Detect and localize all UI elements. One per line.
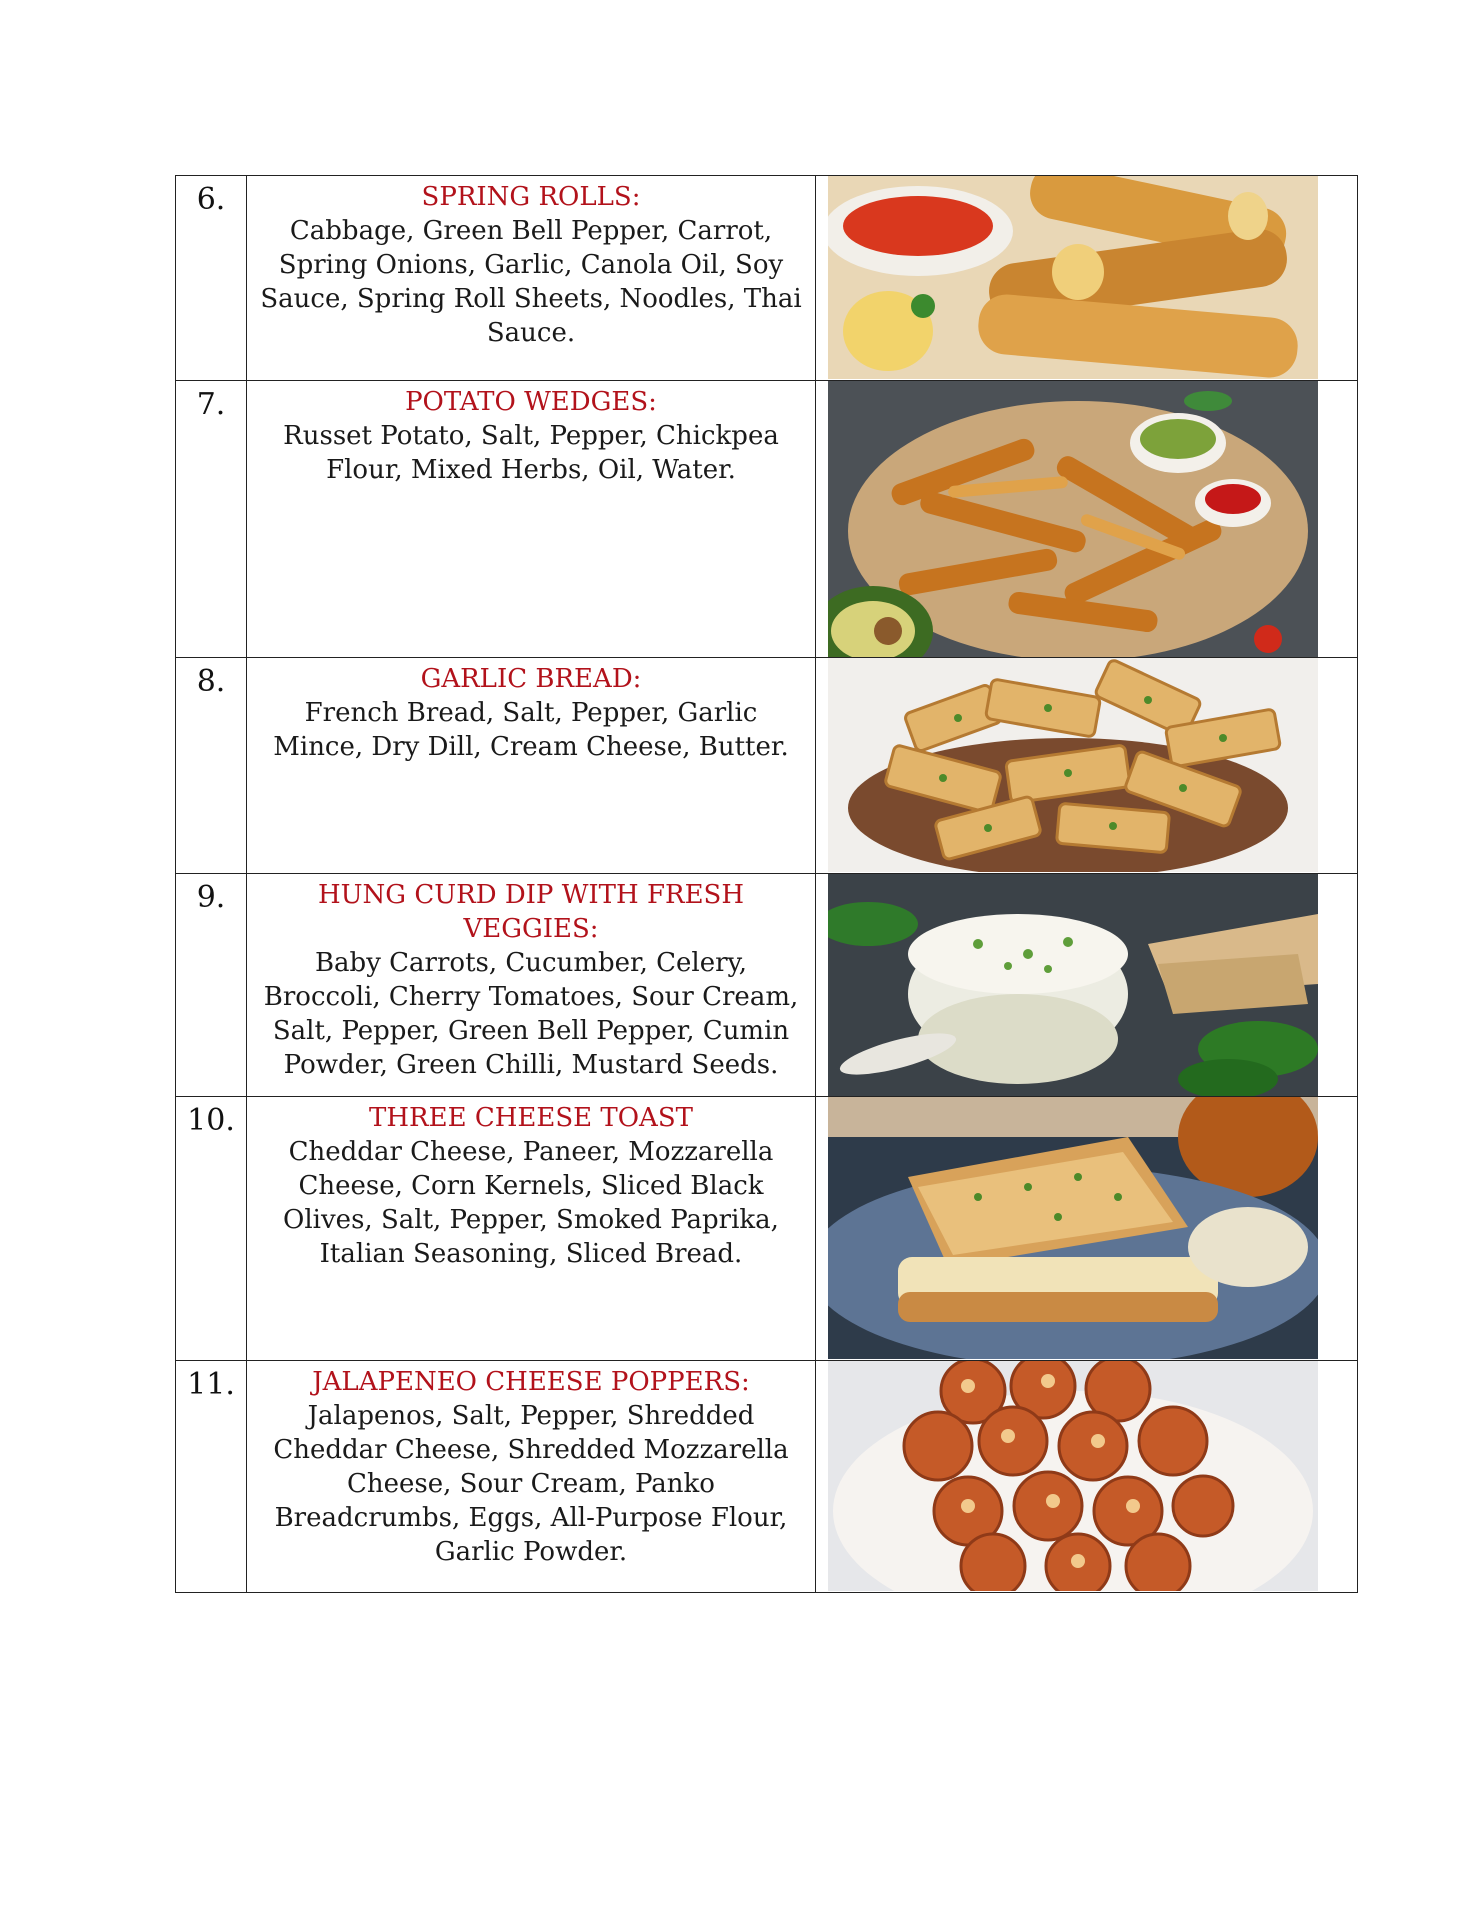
dish-image-cell — [816, 1361, 1358, 1593]
dish-title: POTATO WEDGES: — [405, 387, 657, 417]
row-number: 11. — [176, 1361, 247, 1593]
dish-image-cell — [816, 874, 1358, 1097]
row-number: 7. — [176, 381, 247, 658]
row-number: 9. — [176, 874, 247, 1097]
dish-description — [247, 658, 816, 874]
dish-title: HUNG CURD DIP WITH FRESH VEGGIES: — [317, 880, 745, 944]
dish-title: SPRING ROLLS: — [421, 182, 641, 212]
menu-row — [176, 874, 1358, 1097]
dish-ingredients: Baby Carrots, Cucumber, Celery, Broccoli, Cherry Tomatoes, Sour Cream, Salt, Pepper, Green Bell Pepper, Cumin Powder, Green Chilli, Mustard Seeds. — [263, 948, 799, 1080]
dish-description — [247, 874, 816, 1097]
menu-row — [176, 176, 1358, 381]
row-number: 10. — [176, 1097, 247, 1361]
dish-title: GARLIC BREAD: — [420, 664, 642, 694]
dish-ingredients: Russet Potato, Salt, Pepper, Chickpea Flour, Mixed Herbs, Oil, Water. — [283, 421, 779, 485]
dish-description — [247, 1361, 816, 1593]
dish-description — [247, 381, 816, 658]
spring-rolls-photo — [828, 176, 1318, 379]
menu-row — [176, 658, 1358, 874]
potato-wedges-photo — [828, 381, 1318, 657]
dish-ingredients: Jalapenos, Salt, Pepper, Shredded Cheddar Cheese, Shredded Mozzarella Cheese, Sour Cream, Panko Breadcrumbs, Eggs, All-Purpose Flour, Garlic Powder. — [273, 1401, 789, 1567]
menu-row — [176, 1361, 1358, 1593]
garlic-bread-photo — [828, 658, 1318, 872]
dish-image-cell — [816, 176, 1358, 381]
dish-ingredients: French Bread, Salt, Pepper, Garlic Mince, Dry Dill, Cream Cheese, Butter. — [273, 698, 789, 762]
cheese-poppers-photo — [828, 1361, 1318, 1591]
three-cheese-toast-photo — [828, 1097, 1318, 1359]
dish-image-cell — [816, 1097, 1358, 1361]
dish-ingredients: Cabbage, Green Bell Pepper, Carrot, Spring Onions, Garlic, Canola Oil, Soy Sauce, Spring Roll Sheets, Noodles, Thai Sauce. — [260, 216, 802, 348]
dish-title: THREE CHEESE TOAST — [369, 1103, 693, 1133]
row-number: 6. — [176, 176, 247, 381]
dish-ingredients: Cheddar Cheese, Paneer, Mozzarella Cheese, Corn Kernels, Sliced Black Olives, Salt, Pepper, Smoked Paprika, Italian Seasoning, Sliced Bread. — [283, 1137, 779, 1269]
menu-row — [176, 381, 1358, 658]
menu-table — [175, 175, 1358, 1593]
dish-image-cell — [816, 381, 1358, 658]
dish-description — [247, 176, 816, 381]
dish-image-cell — [816, 658, 1358, 874]
hung-curd-dip-photo — [828, 874, 1318, 1096]
dish-title: JALAPENEO CHEESE POPPERS: — [312, 1367, 750, 1397]
row-number: 8. — [176, 658, 247, 874]
menu-row — [176, 1097, 1358, 1361]
dish-description — [247, 1097, 816, 1361]
